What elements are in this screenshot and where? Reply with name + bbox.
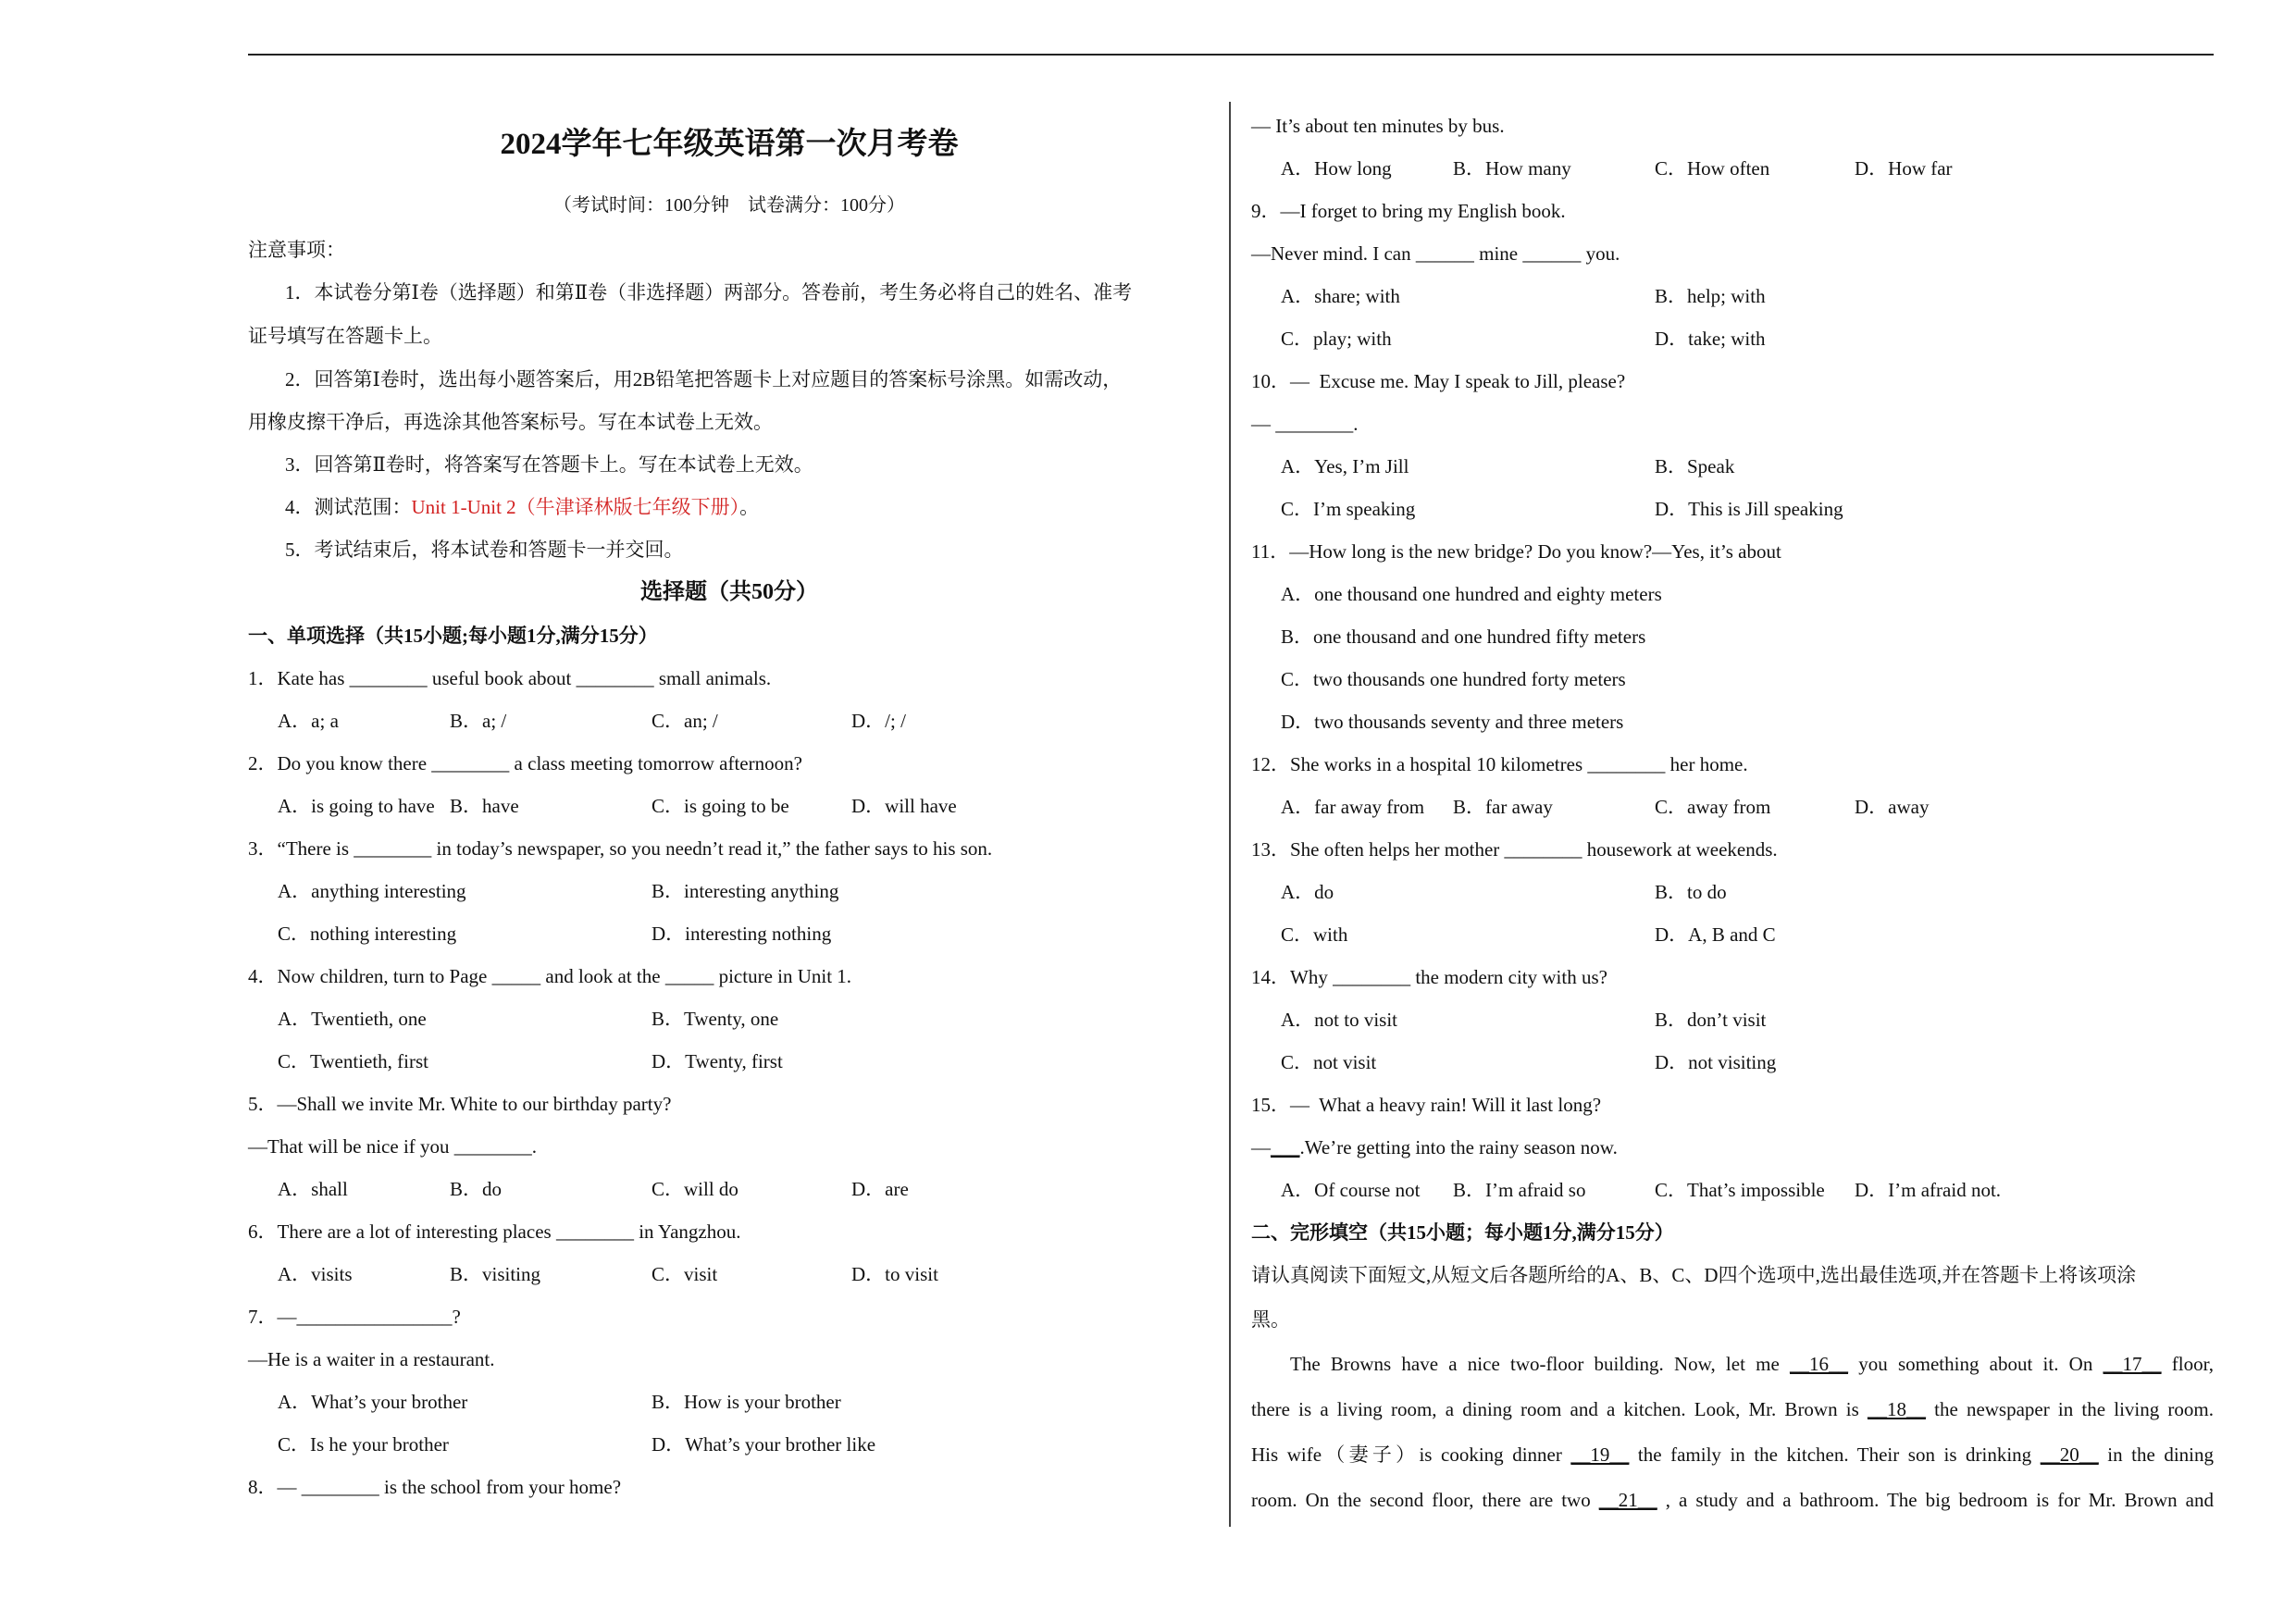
question-5-reply: —That will be nice if you ________. [248, 1135, 538, 1158]
q1-option-a[interactable]: A．a; a [278, 710, 339, 732]
question-6: 6．There are a lot of interesting places ________ in Yangzhou. [248, 1220, 741, 1243]
question-9-reply: —Never mind. I can ______ mine ______ you. [1251, 242, 1620, 265]
q5-option-d[interactable]: D．are [851, 1178, 909, 1200]
q15-option-d[interactable]: D．I’m afraid not. [1855, 1179, 2002, 1201]
q14-option-c[interactable]: C．not visit [1281, 1051, 1377, 1073]
notice-5: 5．考试结束后，将本试卷和答题卡一并交回。 [285, 539, 684, 561]
q6-option-b[interactable]: B．visiting [450, 1263, 541, 1285]
passage-text: , a study and a bathroom. The big bedroom is for Mr. Brown and [1657, 1489, 2214, 1511]
blank-16: __16__ [1790, 1353, 1849, 1375]
q15-dash: — [1251, 1136, 1271, 1158]
passage-text: you something about it. On [1848, 1353, 2104, 1375]
q10-option-a[interactable]: A．Yes, I’m Jill [1281, 455, 1409, 477]
question-11: 11．—How long is the new bridge? Do you know?—Yes, it’s about [1251, 540, 1781, 563]
q9-option-a[interactable]: A．share; with [1281, 285, 1400, 307]
q15-reply-text: .We’re getting into the rainy season now. [1299, 1136, 1618, 1158]
passage-text: in the dining [2098, 1443, 2215, 1466]
q7-option-b[interactable]: B．How is your brother [652, 1391, 841, 1413]
q3-option-c[interactable]: C．nothing interesting [278, 923, 457, 945]
blank-21: __21__ [1598, 1489, 1657, 1511]
q11-option-a[interactable]: A．one thousand one hundred and eighty meters [1281, 583, 1662, 605]
q3-option-a[interactable]: A．anything interesting [278, 880, 466, 902]
notice-1a: 1．本试卷分第Ⅰ卷（选择题）和第Ⅱ卷（非选择题）两部分。答卷前，考生务必将自己的姓名、准考 [285, 281, 1133, 304]
passage-text: there is a living room, a dining room and a kitchen. Look, Mr. Brown is [1251, 1398, 1868, 1420]
q5-option-a[interactable]: A．shall [278, 1178, 348, 1200]
q14-option-a[interactable]: A．not to visit [1281, 1009, 1398, 1031]
passage-line-1 [1251, 1351, 2214, 1377]
q5-option-c[interactable]: C．will do [652, 1178, 738, 1200]
q13-option-b[interactable]: B．to do [1655, 881, 1727, 903]
question-8-reply: — It’s about ten minutes by bus. [1251, 115, 1505, 137]
question-12: 12．She works in a hospital 10 kilometres ________ her home. [1251, 753, 1748, 775]
notice-3: 3．回答第Ⅱ卷时，将答案写在答题卡上。写在本试卷上无效。 [285, 453, 813, 476]
q6-option-c[interactable]: C．visit [652, 1263, 718, 1285]
notice-2b: 用橡皮擦干净后，再选涂其他答案标号。写在本试卷上无效。 [248, 411, 773, 433]
q3-option-d[interactable]: D．interesting nothing [652, 923, 832, 945]
question-7-reply: —He is a waiter in a restaurant. [248, 1348, 495, 1370]
q15-option-a[interactable]: A．Of course not [1281, 1179, 1421, 1201]
q15-option-b[interactable]: B．I’m afraid so [1453, 1179, 1586, 1201]
top-rule [248, 54, 2214, 56]
passage-text: The Browns have a nice two-floor building. Now, let me [1290, 1353, 1791, 1375]
notice-4-suffix: 。 [739, 496, 760, 518]
question-15-reply [1251, 1134, 1618, 1160]
q7-option-c[interactable]: C．Is he your brother [278, 1433, 449, 1456]
question-8: 8．— ________ is the school from your home? [248, 1476, 622, 1498]
question-1: 1．Kate has ________ useful book about ________ small animals. [248, 667, 772, 689]
q2-option-c[interactable]: C．is going to be [652, 795, 789, 817]
q15-blank: ___ [1271, 1136, 1300, 1158]
notice-1b: 证号填写在答题卡上。 [248, 325, 442, 347]
q1-option-d[interactable]: D．/; / [851, 710, 906, 732]
cloze-intro-1: 请认真阅读下面短文,从短文后各题所给的A、B、C、D四个选项中,选出最佳选项,并在答题卡上将该项涂 [1251, 1264, 2137, 1286]
passage-text: the newspaper in the living room. [1925, 1398, 2214, 1420]
q2-option-a[interactable]: A．is going to have [278, 795, 435, 817]
section2-title: 二、完形填空（共15小题；每小题1分,满分15分） [1251, 1221, 1674, 1244]
q11-option-b[interactable]: B．one thousand and one hundred fifty meters [1281, 626, 1646, 648]
question-5: 5．—Shall we invite Mr. White to our birthday party? [248, 1093, 672, 1115]
passage-text: room. On the second floor, there are two [1251, 1489, 1599, 1511]
q14-option-d[interactable]: D．not visiting [1655, 1051, 1777, 1073]
question-3: 3．“There is ________ in today’s newspaper, so you needn’t read it,” the father says to his son. [248, 837, 993, 860]
notice-4-prefix: 4．测试范围： [285, 496, 412, 518]
q2-option-b[interactable]: B．have [450, 795, 519, 817]
question-10-reply: — ________. [1251, 413, 1359, 435]
blank-18: __18__ [1867, 1398, 1926, 1420]
q14-option-b[interactable]: B．don’t visit [1655, 1009, 1767, 1031]
part1-title: 选择题（共50分） [640, 580, 818, 604]
q10-option-d[interactable]: D．This is Jill speaking [1655, 498, 1843, 520]
q1-option-b[interactable]: B．a; / [450, 710, 507, 732]
q4-option-b[interactable]: B．Twenty, one [652, 1008, 779, 1030]
q13-option-c[interactable]: C．with [1281, 923, 1348, 946]
q6-option-a[interactable]: A．visits [278, 1263, 353, 1285]
blank-17: __17__ [2103, 1353, 2162, 1375]
passage-text: floor, [2161, 1353, 2214, 1375]
q11-option-c[interactable]: C．two thousands one hundred forty meters [1281, 668, 1626, 690]
q4-option-c[interactable]: C．Twentieth, first [278, 1050, 429, 1072]
passage-line-2 [1251, 1396, 2214, 1422]
test-scope: Unit 1-Unit 2（牛津译林版七年级下册） [411, 496, 740, 518]
question-15: 15．— What a heavy rain! Will it last long? [1251, 1094, 1602, 1116]
q13-option-d[interactable]: D．A, B and C [1655, 923, 1776, 946]
question-4: 4．Now children, turn to Page _____ and look at the _____ picture in Unit 1. [248, 965, 852, 987]
q8-option-b[interactable]: B．How many [1453, 157, 1571, 180]
question-10: 10．— Excuse me. May I speak to Jill, please? [1251, 370, 1626, 392]
q9-option-b[interactable]: B．help; with [1655, 285, 1766, 307]
q13-option-a[interactable]: A．do [1281, 881, 1334, 903]
notice-2a: 2．回答第Ⅰ卷时，选出每小题答案后，用2B铅笔把答题卡上对应题目的答案标号涂黑。如需改动， [285, 368, 1123, 390]
exam-title: 2024学年七年级英语第一次月考卷 [500, 128, 959, 161]
passage-text: the family in the kitchen. Their son is drinking [1629, 1443, 2041, 1466]
q9-option-c[interactable]: C．play; with [1281, 328, 1392, 350]
question-9: 9．—I forget to bring my English book. [1251, 200, 1566, 222]
question-14: 14．Why ________ the modern city with us? [1251, 966, 1607, 988]
q4-option-a[interactable]: A．Twentieth, one [278, 1008, 427, 1030]
passage-text: His wife（妻子）is cooking dinner [1251, 1443, 1571, 1466]
passage-line-3 [1251, 1442, 2214, 1468]
q7-option-d[interactable]: D．What’s your brother like [652, 1433, 876, 1456]
q8-option-d[interactable]: D．How far [1855, 157, 1953, 180]
column-divider [1229, 102, 1231, 1527]
q6-option-d[interactable]: D．to visit [851, 1263, 938, 1285]
q3-option-b[interactable]: B．interesting anything [652, 880, 839, 902]
notice-4 [285, 494, 759, 520]
exam-subtitle: （考试时间：100分钟 试卷满分：100分） [553, 195, 905, 216]
question-7: 7．—________________? [248, 1306, 461, 1328]
q2-option-d[interactable]: D．will have [851, 795, 957, 817]
section1-title: 一、单项选择（共15小题;每小题1分,满分15分） [248, 625, 658, 647]
q7-option-a[interactable]: A．What’s your brother [278, 1391, 468, 1413]
notice-heading: 注意事项： [248, 239, 345, 261]
q9-option-d[interactable]: D．take; with [1655, 328, 1766, 350]
q8-option-c[interactable]: C．How often [1655, 157, 1770, 180]
q12-option-a[interactable]: A．far away from [1281, 796, 1425, 818]
passage-line-4 [1251, 1487, 2214, 1513]
blank-19: __19__ [1570, 1443, 1630, 1466]
q15-option-c[interactable]: C．That’s impossible [1655, 1179, 1825, 1201]
q4-option-d[interactable]: D．Twenty, first [652, 1050, 783, 1072]
q11-option-d[interactable]: D．two thousands seventy and three meters [1281, 711, 1624, 733]
q12-option-d[interactable]: D．away [1855, 796, 1930, 818]
q10-option-c[interactable]: C．I’m speaking [1281, 498, 1416, 520]
q8-option-a[interactable]: A．How long [1281, 157, 1392, 180]
q5-option-b[interactable]: B．do [450, 1178, 503, 1200]
q12-option-b[interactable]: B．far away [1453, 796, 1553, 818]
q10-option-b[interactable]: B．Speak [1655, 455, 1735, 477]
q12-option-c[interactable]: C．away from [1655, 796, 1771, 818]
q1-option-c[interactable]: C．an; / [652, 710, 718, 732]
blank-20: __20__ [2040, 1443, 2099, 1466]
question-2: 2．Do you know there ________ a class meeting tomorrow afternoon? [248, 752, 802, 774]
question-13: 13．She often helps her mother ________ housework at weekends. [1251, 838, 1778, 861]
cloze-intro-2: 黑。 [1251, 1308, 1290, 1331]
